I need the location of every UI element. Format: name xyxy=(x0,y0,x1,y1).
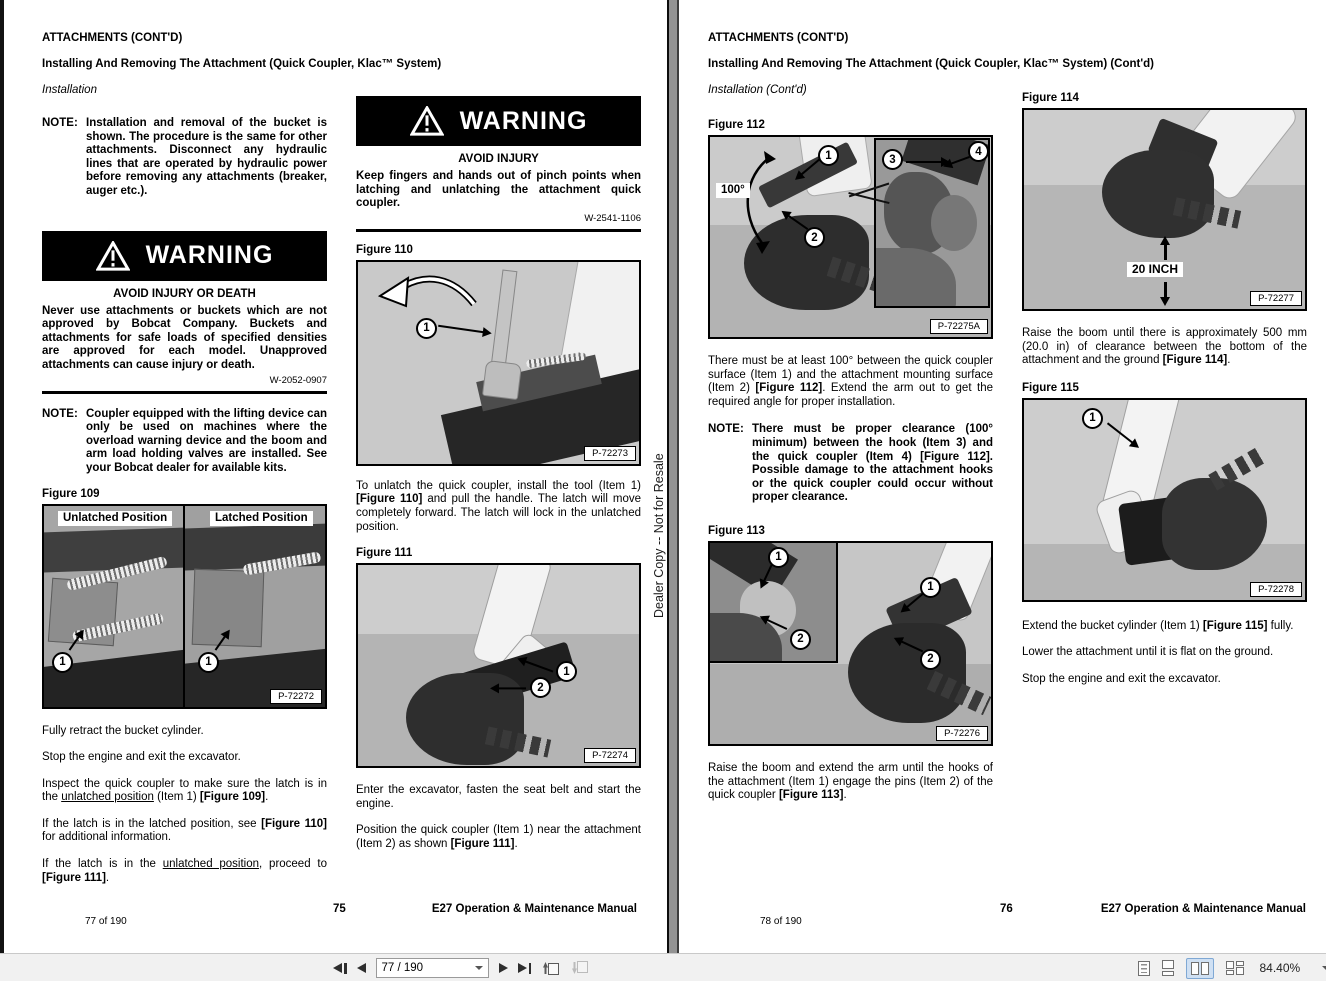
page-layout-group xyxy=(1138,957,1326,979)
figure-109-photo xyxy=(42,504,327,709)
paragraph xyxy=(1022,620,1307,634)
note-label: NOTE: xyxy=(42,117,78,129)
page-fragment xyxy=(1226,961,1234,969)
text-run: . xyxy=(1227,354,1231,367)
callout-2: 2 xyxy=(530,677,551,698)
text-run: . xyxy=(105,871,110,884)
paragraph xyxy=(1022,327,1307,368)
text-run: There must be at least 100° between the quick coupler surface (Item 1) and the attachment mounting surface (Item 2) xyxy=(708,355,993,395)
page-number: 76 xyxy=(1000,903,1013,915)
section-title: Installing And Removing The Attachment (Quick Coupler, Klac™ System) (Cont'd) xyxy=(708,58,1154,70)
figure-caption: Figure 111 xyxy=(356,547,413,560)
continuous-view-button[interactable] xyxy=(1162,958,1174,978)
figure-reference: [Figure 109] xyxy=(199,791,266,804)
inset-callout-2: 2 xyxy=(790,629,811,650)
previous-page-icon xyxy=(357,963,366,973)
page-fragment xyxy=(1236,967,1244,975)
paragraph xyxy=(356,824,641,851)
callout-1: 1 xyxy=(198,652,219,673)
page-gutter xyxy=(667,0,679,953)
page-76-header xyxy=(708,32,1318,96)
zoom-level[interactable]: 84.40% xyxy=(1259,961,1301,975)
page-76-column-1 xyxy=(708,119,993,803)
section-header: ATTACHMENTS (CONT'D) xyxy=(708,32,849,44)
figure-reference: [Figure 115] xyxy=(1202,619,1268,632)
first-page-button[interactable] xyxy=(333,958,347,978)
page-number-input[interactable] xyxy=(382,962,468,974)
section-header: ATTACHMENTS (CONT'D) xyxy=(42,32,183,44)
page-75-column-1 xyxy=(42,117,327,885)
manual-title: E27 Operation & Maintenance Manual xyxy=(1100,903,1306,915)
warning-title: WARNING xyxy=(459,106,588,135)
underlined-text: unlatched position xyxy=(162,858,260,871)
section-title: Installing And Removing The Attachment (Quick Coupler, Klac™ System) xyxy=(42,58,442,70)
text-run: (Item 1) xyxy=(153,791,200,804)
page-75-column-2 xyxy=(356,96,641,852)
figure-reference: [Figure 111] xyxy=(450,837,515,850)
note-text: There must be proper clearance (100° minimum) between the hook (Item 3) and the quick coupler (Item 4) [Figure 112]. Possible damage to the attachment hooks or the quick coupler could occur without proper clearance. xyxy=(752,423,993,504)
text-run: for additional information. xyxy=(42,831,172,844)
figure-caption: Figure 114 xyxy=(1022,92,1079,104)
text-run: . xyxy=(843,789,847,802)
warning-banner xyxy=(356,96,641,146)
sheet-number: 78 of 190 xyxy=(760,916,802,927)
text-run: . xyxy=(514,837,518,850)
paragraph: Enter the excavator, fasten the seat belt and start the engine. xyxy=(356,784,641,810)
facing-page-icon xyxy=(1191,962,1199,975)
watermark-text: Dealer Copy -- Not for Resale xyxy=(652,453,666,618)
text-run: To unlatch the quick coupler, install the tool (Item 1) xyxy=(356,479,641,492)
clearance-label: 20 INCH xyxy=(1127,262,1183,277)
figure-caption: Figure 113 xyxy=(708,524,765,537)
figure-caption: Figure 112 xyxy=(708,119,765,131)
clearance-arrow-up xyxy=(1164,244,1167,260)
position-label: Unlatched Position xyxy=(58,511,172,526)
page-column xyxy=(1236,961,1244,976)
next-page-button[interactable] xyxy=(499,958,508,978)
text-run: . Extend the arm out to get the required angle for proper installation. xyxy=(708,382,993,408)
callout-arrow xyxy=(906,161,942,163)
page-76-column-2 xyxy=(1022,92,1307,687)
callout-1: 1 xyxy=(416,318,437,339)
next-page-icon xyxy=(499,963,508,973)
next-view-button[interactable] xyxy=(572,958,589,978)
paragraph xyxy=(356,480,641,534)
callout-1: 1 xyxy=(920,577,941,598)
bucket xyxy=(848,623,966,723)
warning-heading: AVOID INJURY xyxy=(458,153,539,165)
note-block xyxy=(708,423,993,505)
photo-code: P-72272 xyxy=(270,689,322,704)
page-fragment xyxy=(1236,961,1244,966)
photo-code: P-72276 xyxy=(936,726,988,741)
zoom-dropdown-caret-icon[interactable] xyxy=(1322,966,1326,970)
warning-triangle-icon xyxy=(96,241,130,271)
callout-1: 1 xyxy=(1082,408,1103,429)
text-run: . xyxy=(265,791,269,804)
figure-reference: [Figure 110] xyxy=(261,817,327,830)
first-page-bar xyxy=(344,963,347,974)
bucket xyxy=(1102,150,1214,238)
figure-caption: Figure 109 xyxy=(42,487,100,500)
callout-3: 3 xyxy=(882,149,903,170)
figure-114-photo xyxy=(1022,108,1307,311)
text-run: If the latch is in the latched position, see xyxy=(42,817,262,830)
warning-triangle-icon xyxy=(410,106,444,136)
paragraph: Stop the engine and exit the excavator. xyxy=(1022,672,1221,685)
note-label: NOTE: xyxy=(42,407,78,420)
last-page-button[interactable] xyxy=(518,958,532,978)
next-view-icon xyxy=(572,960,589,976)
figure-reference: [Figure 111] xyxy=(42,871,106,884)
warning-title: WARNING xyxy=(145,241,274,270)
note-block xyxy=(42,408,327,476)
paragraph xyxy=(708,762,993,803)
photo-code: P-72277 xyxy=(1250,291,1302,306)
paragraph xyxy=(42,818,327,845)
continuous-facing-view-button[interactable] xyxy=(1226,958,1244,978)
figure-reference: [Figure 113] xyxy=(778,789,844,802)
callout-1: 1 xyxy=(52,652,73,673)
manual-page-76 xyxy=(679,0,1326,953)
previous-page-button[interactable] xyxy=(357,958,366,978)
text-run: fully. xyxy=(1267,619,1294,632)
facing-page-icon xyxy=(1201,962,1209,975)
figure-reference: [Figure 114] xyxy=(1162,354,1228,367)
previous-view-button[interactable] xyxy=(543,958,560,978)
paragraph: Stop the engine and exit the excavator. xyxy=(42,751,241,764)
note-text: Installation and removal of the bucket is shown. The procedure is the same for other attachments. Disconnect any hydraulic lines that are operated by hydraulic power before removing any attachments (breaker, auger etc.). xyxy=(86,117,327,197)
text-run: Extend the bucket cylinder (Item 1) xyxy=(1022,619,1203,632)
figure-115-photo xyxy=(1022,398,1307,602)
page-fragment xyxy=(1162,971,1174,976)
unlatch-tool-fork xyxy=(482,360,522,400)
photo-panel-latched xyxy=(185,506,325,707)
paragraph: Lower the attachment until it is flat on the ground. xyxy=(1022,646,1274,659)
text-run: , proceed to xyxy=(259,858,327,871)
warning-heading: AVOID INJURY OR DEATH xyxy=(113,287,256,300)
warning-banner xyxy=(42,231,327,281)
photo-code: P-72273 xyxy=(584,446,636,461)
callout-1: 1 xyxy=(556,661,577,682)
hook-detail xyxy=(931,195,977,251)
underlined-text: unlatched position xyxy=(61,791,154,804)
manual-title: E27 Operation & Maintenance Manual xyxy=(431,903,637,915)
angle-arc-arrow xyxy=(734,151,776,255)
warning-divider xyxy=(356,229,641,232)
figure-111-photo xyxy=(356,563,641,768)
page-75-header xyxy=(42,32,652,96)
warning-code: W-2541-1106 xyxy=(584,212,641,224)
page-fragment xyxy=(1226,970,1234,975)
sheet-number: 77 of 190 xyxy=(85,916,127,927)
figure-caption: Figure 110 xyxy=(356,243,413,256)
note-block xyxy=(42,117,327,199)
angle-label: 100° xyxy=(716,183,750,198)
callout-1: 1 xyxy=(818,145,839,166)
text-run: Raise the boom and extend the arm until the hooks of the attachment (Item 1) engage the pins (Item 2) of the quick coupler xyxy=(708,761,993,802)
facing-view-button[interactable] xyxy=(1186,958,1214,979)
photo-code: P-72275A xyxy=(930,319,988,334)
text-run: Inspect the quick coupler to make sure the latch is in the xyxy=(42,777,327,804)
photo-code: P-72274 xyxy=(584,748,636,763)
subsection-title: Installation xyxy=(42,84,97,96)
paragraph xyxy=(708,355,993,409)
manual-page-75 xyxy=(4,0,667,953)
figure-caption: Figure 115 xyxy=(1022,381,1079,394)
single-page-icon xyxy=(1138,961,1150,976)
figure-110-photo xyxy=(356,260,641,466)
photo-panel-unlatched xyxy=(44,506,183,707)
text-run: and pull the handle. The latch will move completely forward. The latch will lock in the unlatched position. xyxy=(356,493,641,533)
callout-2: 2 xyxy=(804,227,825,248)
combobox-caret-icon[interactable] xyxy=(475,966,483,970)
pull-direction-arrow xyxy=(378,270,482,316)
callout-arrow xyxy=(438,325,484,334)
page-number-combobox[interactable] xyxy=(376,958,489,978)
clearance-arrow-down xyxy=(1164,282,1167,298)
subsection-title: Installation (Cont'd) xyxy=(708,84,807,96)
warning-divider xyxy=(42,391,327,394)
continuous-page-icon xyxy=(1162,960,1174,976)
photo-code: P-72278 xyxy=(1250,582,1302,597)
callout-2: 2 xyxy=(920,649,941,670)
page-column xyxy=(1226,961,1234,976)
last-page-icon xyxy=(518,963,527,973)
warning-code: W-2052-0907 xyxy=(269,374,327,386)
callout-4: 4 xyxy=(968,141,989,162)
figure-reference: [Figure 112] xyxy=(755,382,823,395)
first-page-icon xyxy=(333,963,342,973)
page-fragment xyxy=(1162,960,1174,969)
text-run: Position the quick coupler (Item 1) near the attachment (Item 2) as shown xyxy=(356,824,641,850)
viewer-toolbar xyxy=(0,953,1326,981)
paragraph xyxy=(42,778,327,805)
page-number: 75 xyxy=(333,903,346,915)
note-label: NOTE: xyxy=(708,423,744,436)
previous-view-icon xyxy=(543,960,560,976)
paragraph xyxy=(42,858,327,885)
figure-reference: [Figure 110] xyxy=(356,493,423,506)
continuous-facing-icon xyxy=(1226,961,1244,976)
figure-113-photo xyxy=(708,541,993,746)
paragraph: Fully retract the bucket cylinder. xyxy=(42,724,204,737)
figure-112-photo xyxy=(708,135,993,339)
text-run: If the latch is in the xyxy=(42,858,163,871)
inset-callout-1: 1 xyxy=(768,547,789,568)
callout-arrow xyxy=(498,687,526,689)
position-label: Latched Position xyxy=(210,511,313,526)
page-navigation-group xyxy=(333,957,589,979)
bucket-edge xyxy=(876,248,956,308)
note-text: Coupler equipped with the lifting device can only be used on machines where the overload warning device and the boom and arm load holding valves are installed. See your Bobcat dealer for available kits. xyxy=(86,407,327,474)
last-page-bar xyxy=(529,963,532,974)
warning-body: Keep fingers and hands out of pinch points when latching and unlatching the attachment quick coupler. xyxy=(356,170,641,210)
text-run: Raise the boom until there is approximately 500 mm (20.0 in) of clearance between the bottom of the attachment and the ground xyxy=(1022,327,1307,367)
single-page-view-button[interactable] xyxy=(1138,958,1150,978)
warning-body: Never use attachments or buckets which are not approved by Bobcat Company. Buckets and attachments for safe loads of specified densities are approved for each model. Unapproved attachments can cause injury or death. xyxy=(42,304,327,371)
